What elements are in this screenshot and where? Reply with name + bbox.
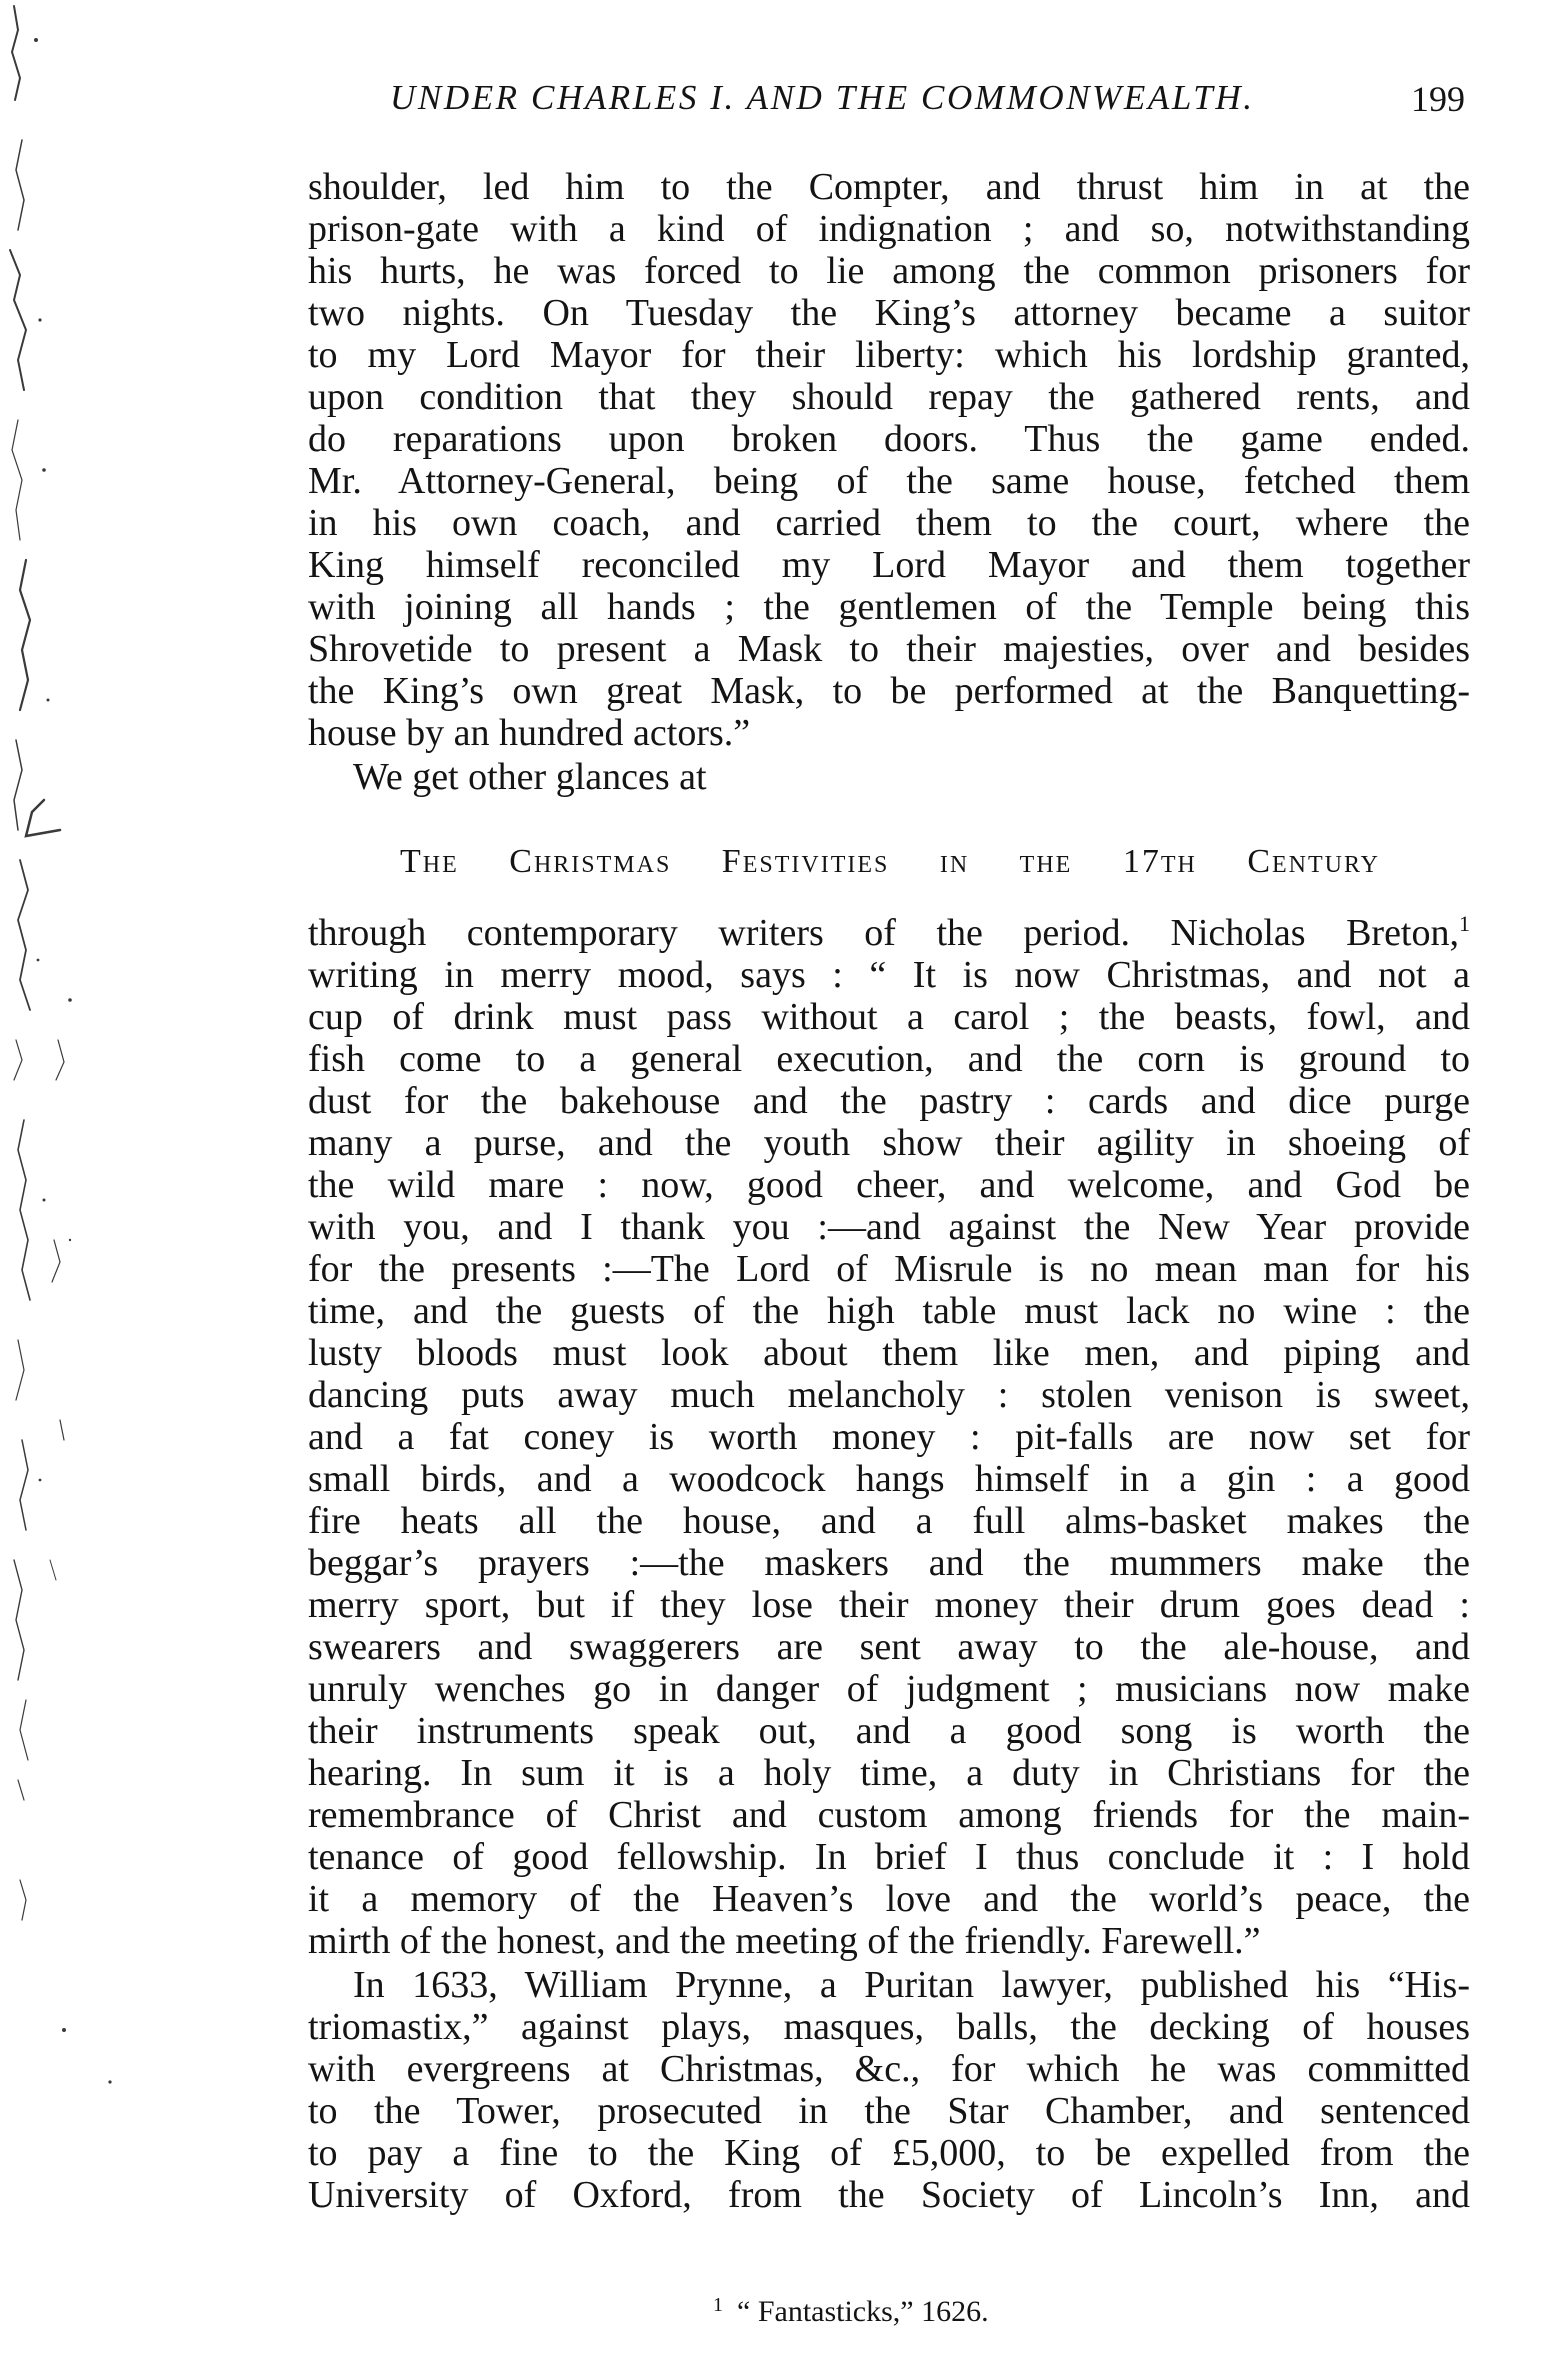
page-number: 199: [1411, 79, 1465, 119]
paragraph-intro: [308, 756, 1470, 798]
text-line: tenance of good fellowship. In brief I thus conclude it : I hold: [308, 1836, 1470, 1878]
text-fragment: through contemporary writers of the period. Nicholas Breton,: [308, 912, 1459, 954]
text-line: cup of drink must pass without a carol ; the beasts, fowl, and: [308, 996, 1470, 1038]
text-line: prison-gate with a kind of indignation ; and so, notwithstanding: [308, 208, 1470, 250]
text-line: King himself reconciled my Lord Mayor and them together: [308, 544, 1470, 586]
text-line: fire heats all the house, and a full alms-basket makes the: [308, 1500, 1470, 1542]
text-line: lusty bloods must look about them like men, and piping and: [308, 1332, 1470, 1374]
text-line: their instruments speak out, and a good song is worth the: [308, 1710, 1470, 1752]
paragraph-continuation: [308, 166, 1470, 754]
footnote: [713, 2295, 989, 2329]
section-heading: The Christmas Festivities in the 17th Century: [400, 843, 1380, 880]
text-line: small birds, and a woodcock hangs himself in a gin : a good: [308, 1458, 1470, 1500]
text-line: for the presents :—The Lord of Misrule is no mean man for his: [308, 1248, 1470, 1290]
text-line: We get other glances at: [353, 756, 707, 798]
text-line: the King’s own great Mask, to be performed at the Banquetting-: [308, 670, 1470, 712]
text-line: Shrovetide to present a Mask to their majesties, over and besides: [308, 628, 1470, 670]
text-line: to my Lord Mayor for their liberty: which his lordship granted,: [308, 334, 1470, 376]
text-line: upon condition that they should repay the gathered rents, and: [308, 376, 1470, 418]
text-line-with-footnote: [308, 912, 1470, 954]
text-line: two nights. On Tuesday the King’s attorney became a suitor: [308, 292, 1470, 334]
running-header: [390, 78, 1465, 134]
text-line: shoulder, led him to the Compter, and thrust him in at the: [308, 166, 1470, 208]
text-line: beggar’s prayers :—the maskers and the mummers make the: [308, 1542, 1470, 1584]
text-line: merry sport, but if they lose their money their drum goes dead :: [308, 1584, 1470, 1626]
text-line: triomastix,” against plays, masques, balls, the decking of houses: [308, 2006, 1470, 2048]
text-line: with joining all hands ; the gentlemen of the Temple being this: [308, 586, 1470, 628]
paragraph-breton-quote: [308, 912, 1470, 1962]
binding-margin-scan-marks: [0, 0, 150, 2370]
text-line: dancing puts away much melancholy : stolen venison is sweet,: [308, 1374, 1470, 1416]
text-line: many a purse, and the youth show their agility in shoeing of: [308, 1122, 1470, 1164]
footnote-marker: 1: [713, 2294, 723, 2316]
text-line: dust for the bakehouse and the pastry : cards and dice purge: [308, 1080, 1470, 1122]
text-line: time, and the guests of the high table must lack no wine : the: [308, 1290, 1470, 1332]
text-line: the wild mare : now, good cheer, and welcome, and God be: [308, 1164, 1470, 1206]
text-line: In 1633, William Prynne, a Puritan lawyer, published his “His-: [353, 1964, 1470, 2006]
text-line: and a fat coney is worth money : pit-falls are now set for: [308, 1416, 1470, 1458]
text-line: remembrance of Christ and custom among friends for the main-: [308, 1794, 1470, 1836]
text-line: house by an hundred actors.”: [308, 712, 751, 754]
text-line: fish come to a general execution, and the corn is ground to: [308, 1038, 1470, 1080]
text-line: hearing. In sum it is a holy time, a duty in Christians for the: [308, 1752, 1470, 1794]
text-line: mirth of the honest, and the meeting of the friendly. Farewell.”: [308, 1920, 1261, 1962]
text-line: unruly wenches go in danger of judgment ; musicians now make: [308, 1668, 1470, 1710]
running-title: UNDER CHARLES I. AND THE COMMONWEALTH.: [390, 78, 1255, 117]
text-line: in his own coach, and carried them to the court, where the: [308, 502, 1470, 544]
text-line: Mr. Attorney-General, being of the same house, fetched them: [308, 460, 1470, 502]
text-line: with you, and I thank you :—and against the New Year provide: [308, 1206, 1470, 1248]
text-line: do reparations upon broken doors. Thus the game ended.: [308, 418, 1470, 460]
text-line: writing in merry mood, says : “ It is now Christmas, and not a: [308, 954, 1470, 996]
text-line: with evergreens at Christmas, &c., for which he was committed: [308, 2048, 1470, 2090]
paragraph-prynne: [308, 1964, 1470, 2216]
text-line: his hurts, he was forced to lie among the common prisoners for: [308, 250, 1470, 292]
text-line: swearers and swaggerers are sent away to the ale-house, and: [308, 1626, 1470, 1668]
text-line: University of Oxford, from the Society of Lincoln’s Inn, and: [308, 2174, 1470, 2216]
text-line: it a memory of the Heaven’s love and the world’s peace, the: [308, 1878, 1470, 1920]
footnote-marker: 1: [1459, 911, 1470, 936]
text-line: to pay a fine to the King of £5,000, to be expelled from the: [308, 2132, 1470, 2174]
footnote-text: “ Fantasticks,” 1626.: [737, 2295, 989, 2328]
text-line: to the Tower, prosecuted in the Star Chamber, and sentenced: [308, 2090, 1470, 2132]
